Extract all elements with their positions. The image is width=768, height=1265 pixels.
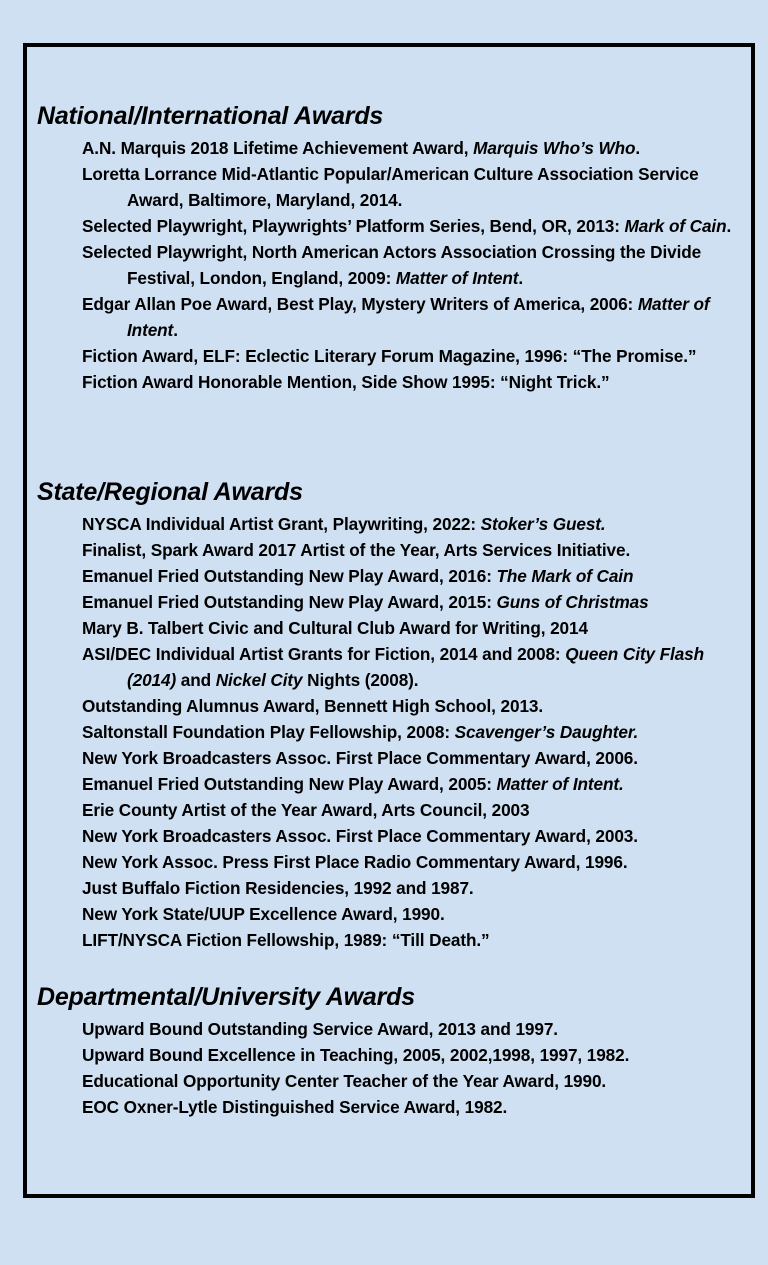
award-entry <box>82 511 757 537</box>
section-heading: Departmental/University Awards <box>37 983 415 1011</box>
award-text: Just Buffalo Fiction Residencies, 1992 and 1987. <box>82 878 474 898</box>
award-list <box>37 1016 757 1120</box>
award-text: New York Assoc. Press First Place Radio Commentary Award, 1996. <box>82 852 628 872</box>
award-entry <box>82 1068 757 1094</box>
award-text: Emanuel Fried Outstanding New Play Award, 2015: <box>82 592 497 612</box>
award-text: Outstanding Alumnus Award, Bennett High School, 2013. <box>82 696 544 716</box>
award-text: Edgar Allan Poe Award, Best Play, Mystery Writers of America, 2006: <box>82 294 638 314</box>
award-text: Finalist, Spark Award 2017 Artist of the Year, Arts Services Initiative. <box>82 540 631 560</box>
award-entry <box>82 343 757 369</box>
award-list <box>37 511 757 953</box>
award-text: . <box>635 138 641 158</box>
award-title-italic: Marquis Who’s Who <box>473 138 636 158</box>
award-text: Mary B. Talbert Civic and Cultural Club Award for Writing, 2014 <box>82 618 588 638</box>
award-entry <box>82 1016 757 1042</box>
award-entry <box>82 1094 757 1120</box>
award-title-italic: Queen City Flash (2014) <box>127 644 705 690</box>
award-text: Emanuel Fried Outstanding New Play Award, 2016: <box>82 566 497 586</box>
award-entry <box>82 213 757 239</box>
section-heading: National/International Awards <box>37 102 384 130</box>
section-heading: State/Regional Awards <box>37 478 303 506</box>
award-text: . <box>518 268 524 288</box>
award-entry <box>82 641 757 693</box>
award-text: . <box>726 216 732 236</box>
section-national-international <box>37 101 757 395</box>
award-entry <box>82 875 757 901</box>
award-title-italic: Guns of Christmas <box>496 592 649 612</box>
award-text: Upward Bound Outstanding Service Award, 2013 and 1997. <box>82 1019 558 1039</box>
section-state-regional <box>37 477 757 953</box>
award-entry <box>82 745 757 771</box>
award-entry <box>82 1042 757 1068</box>
award-text: LIFT/NYSCA Fiction Fellowship, 1989: “Till Death.” <box>82 930 490 950</box>
award-entry <box>82 901 757 927</box>
award-text: A.N. Marquis 2018 Lifetime Achievement Award, <box>82 138 474 158</box>
award-text: Fiction Award, ELF: Eclectic Literary Forum Magazine, 1996: “The Promise.” <box>82 346 697 366</box>
award-text: and <box>176 670 216 690</box>
award-title-italic: Stoker’s Guest. <box>480 514 606 534</box>
award-text: Nights (2008). <box>302 670 419 690</box>
award-text: Erie County Artist of the Year Award, Arts Council, 2003 <box>82 800 530 820</box>
award-entry <box>82 693 757 719</box>
award-entry <box>82 239 757 291</box>
section-departmental-university <box>37 982 757 1120</box>
award-entry <box>82 161 757 213</box>
award-entry <box>82 849 757 875</box>
award-text: New York Broadcasters Assoc. First Place Commentary Award, 2003. <box>82 826 638 846</box>
award-title-italic: Mark of Cain <box>624 216 727 236</box>
award-text: Fiction Award Honorable Mention, Side Show 1995: “Night Trick.” <box>82 372 610 392</box>
award-text: Saltonstall Foundation Play Fellowship, 2008: <box>82 722 455 742</box>
awards-frame <box>23 43 755 1198</box>
award-entry <box>82 719 757 745</box>
award-entry <box>82 563 757 589</box>
award-entry <box>82 291 757 343</box>
award-title-italic: The Mark of Cain <box>496 566 634 586</box>
award-text: Educational Opportunity Center Teacher of the Year Award, 1990. <box>82 1071 607 1091</box>
award-text: Upward Bound Excellence in Teaching, 2005, 2002,1998, 1997, 1982. <box>82 1045 630 1065</box>
award-entry <box>82 537 757 563</box>
award-text: New York Broadcasters Assoc. First Place Commentary Award, 2006. <box>82 748 638 768</box>
award-title-italic: Matter of Intent <box>395 268 519 288</box>
award-entry <box>82 927 757 953</box>
award-text: Emanuel Fried Outstanding New Play Award, 2005: <box>82 774 497 794</box>
award-text: ASI/DEC Individual Artist Grants for Fiction, 2014 and 2008: <box>82 644 566 664</box>
award-entry <box>82 369 757 395</box>
award-text: . <box>173 320 178 340</box>
award-list <box>37 135 757 395</box>
award-text: EOC Oxner-Lytle Distinguished Service Award, 1982. <box>82 1097 508 1117</box>
award-entry <box>82 135 757 161</box>
award-entry <box>82 771 757 797</box>
award-title-italic: Matter of Intent <box>127 294 710 340</box>
award-title-italic: Scavenger’s Daughter. <box>454 722 639 742</box>
award-title-italic: Nickel City <box>215 670 303 690</box>
award-text: NYSCA Individual Artist Grant, Playwriting, 2022: <box>82 514 481 534</box>
award-text: Loretta Lorrance Mid-Atlantic Popular/American Culture Association Service Award, Baltimore, Maryland, 2014. <box>82 164 699 210</box>
award-text: Selected Playwright, Playwrights’ Platform Series, Bend, OR, 2013: <box>82 216 625 236</box>
award-entry <box>82 589 757 615</box>
award-entry <box>82 823 757 849</box>
award-text: Selected Playwright, North American Actors Association Crossing the Divide Festival, London, England, 2009: <box>82 242 702 288</box>
award-title-italic: Matter of Intent. <box>496 774 624 794</box>
award-entry <box>82 615 757 641</box>
award-entry <box>82 797 757 823</box>
award-text: New York State/UUP Excellence Award, 1990. <box>82 904 445 924</box>
